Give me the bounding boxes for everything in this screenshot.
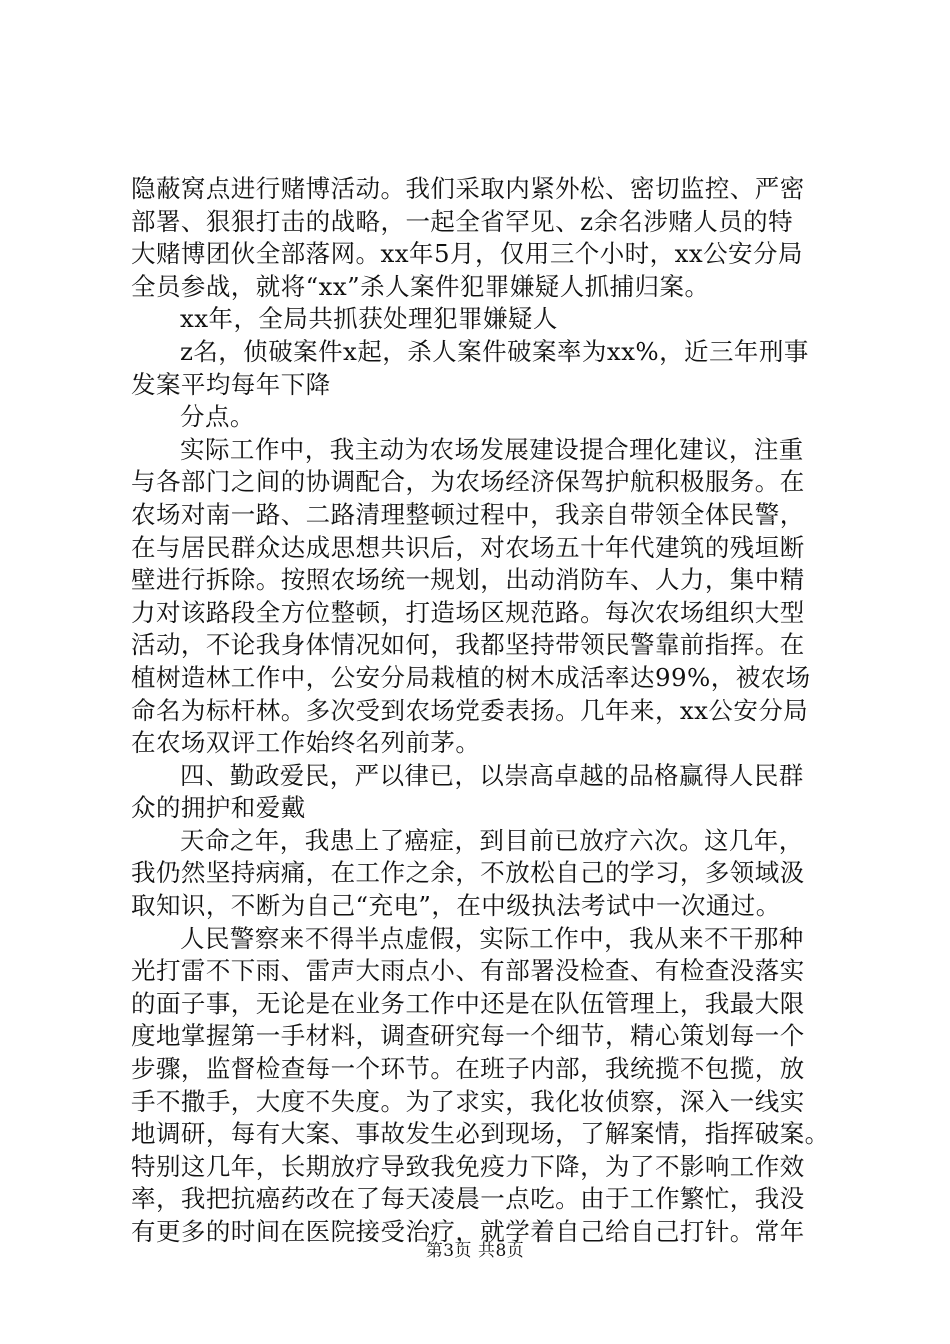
text-line: 天命之年，我患上了癌症，到目前已放疗六次。这几年， (180, 825, 804, 855)
text-line: 实际工作中，我主动为农场发展建设提合理化建议，注重 (180, 434, 804, 464)
text-line: 的面子事，无论是在业务工作中还是在队伍管理上，我最大限 (131, 988, 805, 1018)
text-line: 有更多的时间在医院接受治疗，就学着自己给自己打针。常年 (131, 1217, 805, 1246)
text-line: 全员参战，就将“xx”杀人案件犯罪嫌疑人抓捕归案。 (131, 271, 710, 301)
text-line: 隐蔽窝点进行赌博活动。我们采取内紧外松、密切监控、严密 (131, 174, 805, 203)
text-line: 部署、狠狠打击的战略，一起全省罕见、z余名涉赌人员的特 (131, 206, 794, 236)
text-line: 分点。 (180, 402, 255, 432)
text-line: 大赌博团伙全部落网。xx年5月，仅用三个小时，xx公安分局 (131, 239, 803, 269)
text-line: 壁进行拆除。按照农场统一规划，出动消防车、人力，集中精 (131, 565, 805, 595)
text-line: 特别这几年，长期放疗导致我免疫力下降，为了不影响工作效 (131, 1151, 805, 1181)
text-line: 率，我把抗癌药改在了每天凌晨一点吃。由于工作繁忙，我没 (131, 1184, 805, 1214)
text-line: 人民警察来不得半点虚假，实际工作中，我从来不干那种 (180, 923, 804, 953)
text-line: 光打雷不下雨、雷声大雨点小、有部署没检查、有检查没落实 (131, 956, 805, 986)
text-line: 与各部门之间的协调配合，为农场经济保驾护航积极服务。在 (131, 467, 805, 497)
text-line: 地调研，每有大案、事故发生必到现场，了解案情，指挥破案。 (131, 1119, 830, 1149)
text-line: xx年，全局共抓获处理犯罪嫌疑人 (180, 304, 558, 334)
text-line: z名，侦破案件x起，杀人案件破案率为xx%，近三年刑事 (180, 336, 809, 366)
text-line: 手不撒手，大度不失度。为了求实，我化妆侦察，深入一线实 (131, 1086, 805, 1116)
text-line: 命名为标杆林。多次受到农场党委表扬。几年来，xx公安分局 (131, 695, 809, 725)
text-line: 在与居民群众达成思想共识后，对农场五十年代建筑的残垣断 (131, 532, 805, 562)
text-line: 发案平均每年下降 (131, 369, 331, 399)
body-text (131, 173, 831, 1249)
text-line: 四、勤政爱民，严以律已，以崇高卓越的品格赢得人民群 (180, 760, 804, 790)
text-line: 力对该路段全方位整顿，打造场区规范路。每次农场组织大型 (131, 597, 805, 627)
page-footer: 第3页 共8页 (425, 1241, 525, 1261)
text-line: 在农场双评工作始终名列前茅。 (131, 728, 481, 758)
text-line: 农场对南一路、二路清理整顿过程中，我亲自带领全体民警， (131, 499, 805, 529)
text-line: 众的拥护和爱戴 (131, 793, 306, 823)
text-line: 步骤，监督检查每一个环节。在班子内部，我统揽不包揽，放 (131, 1054, 805, 1084)
text-line: 我仍然坚持病痛，在工作之余，不放松自己的学习，多领域汲 (131, 858, 805, 888)
text-line: 活动，不论我身体情况如何，我都坚持带领民警靠前指挥。在 (131, 630, 805, 660)
text-line: 植树造林工作中，公安分局栽植的树木成活率达99%，被农场 (131, 662, 811, 692)
text-line: 取知识，不断为自己“充电”，在中级执法考试中一次通过。 (131, 891, 781, 921)
text-line: 度地掌握第一手材料，调查研究每一个细节，精心策划每一个 (131, 1021, 805, 1051)
